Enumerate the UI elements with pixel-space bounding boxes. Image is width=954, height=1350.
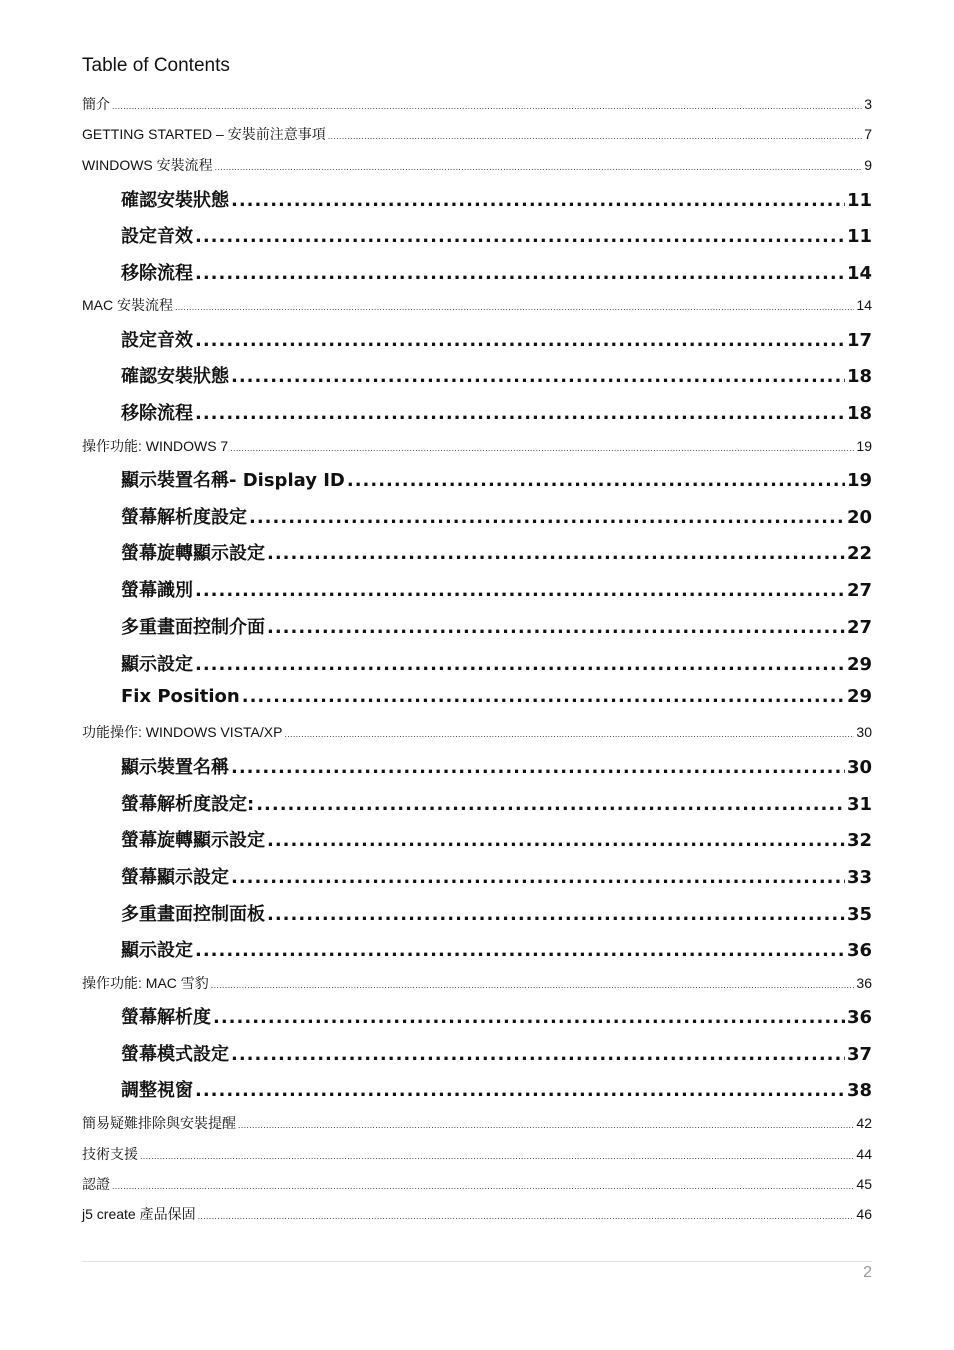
toc-entry[interactable] xyxy=(121,326,872,352)
toc-entry[interactable] xyxy=(121,362,872,388)
toc-entry[interactable] xyxy=(121,790,872,816)
toc-entry[interactable] xyxy=(121,900,872,926)
toc-entry-page: 7 xyxy=(864,126,872,142)
toc-entry-page: 31 xyxy=(846,794,872,815)
toc-entry-label: MAC 安裝流程 xyxy=(82,297,173,313)
toc-entry[interactable] xyxy=(82,436,872,456)
toc-leader-dots xyxy=(267,543,845,564)
toc-entry[interactable] xyxy=(82,722,872,742)
toc-leader-dots xyxy=(175,302,854,312)
toc-leader-dots xyxy=(195,330,845,351)
toc-entry[interactable] xyxy=(121,650,872,676)
toc-entry[interactable] xyxy=(82,1174,872,1194)
toc-entry-label: 移除流程 xyxy=(121,263,193,284)
toc-entry[interactable] xyxy=(121,1040,872,1066)
toc-entry[interactable] xyxy=(121,222,872,248)
toc-leader-dots xyxy=(211,980,855,990)
toc-entry-label: 螢幕解析度設定: xyxy=(121,794,255,815)
toc-entry-page: 32 xyxy=(846,830,872,851)
toc-leader-dots xyxy=(195,940,845,961)
toc-entry-page: 17 xyxy=(846,330,872,351)
toc-leader-dots xyxy=(267,830,845,851)
page-number: 2 xyxy=(863,1264,872,1281)
toc-entry-label: 確認安裝狀態 xyxy=(121,366,229,387)
toc-entry[interactable] xyxy=(121,613,872,639)
toc-entry-label: 操作功能: MAC 雪豹 xyxy=(82,975,209,991)
toc-entry-label: GETTING STARTED – 安裝前注意事項 xyxy=(82,126,326,142)
toc-leader-dots xyxy=(267,617,845,638)
toc-entry-label: 技術支援 xyxy=(82,1146,138,1162)
toc-leader-dots xyxy=(267,904,845,925)
toc-entry-page: 33 xyxy=(846,867,872,888)
toc-leader-dots xyxy=(198,1211,855,1221)
toc-entry[interactable] xyxy=(82,1204,872,1224)
toc-entry[interactable] xyxy=(82,1113,872,1133)
toc-entry-page: 38 xyxy=(846,1080,872,1101)
toc-leader-dots xyxy=(195,263,845,284)
toc-entry[interactable] xyxy=(121,1076,872,1102)
toc-entry-page: 36 xyxy=(846,940,872,961)
toc-entry-label: 確認安裝狀態 xyxy=(121,190,229,211)
toc-entry-label: 螢幕識別 xyxy=(121,580,193,601)
toc-entry-label: 功能操作: WINDOWS VISTA/XP xyxy=(82,724,283,740)
toc-entry-label: 移除流程 xyxy=(121,403,193,424)
toc-leader-dots xyxy=(195,654,845,675)
toc-entry[interactable] xyxy=(121,753,872,779)
toc-entry[interactable] xyxy=(121,503,872,529)
toc-leader-dots xyxy=(140,1151,854,1161)
toc-leader-dots xyxy=(195,226,845,247)
toc-entry[interactable] xyxy=(82,1144,872,1164)
toc-entry-page: 22 xyxy=(846,543,872,564)
toc-entry-label: 螢幕顯示設定 xyxy=(121,867,229,888)
toc-entry-label: 簡介 xyxy=(82,96,110,112)
toc-entry[interactable] xyxy=(121,936,872,962)
toc-entry-page: 44 xyxy=(856,1146,872,1162)
toc-entry-page: 29 xyxy=(846,654,872,675)
toc-leader-dots xyxy=(328,131,862,141)
toc-entry-label: 設定音效 xyxy=(121,330,193,351)
toc-leader-dots xyxy=(195,580,845,601)
toc-entry-page: 14 xyxy=(856,297,872,313)
toc-entry-label: 螢幕解析度 xyxy=(121,1007,211,1028)
toc-entry-page: 42 xyxy=(856,1115,872,1131)
toc-leader-dots xyxy=(284,729,854,739)
toc-leader-dots xyxy=(215,162,863,172)
toc-title: Table of Contents xyxy=(82,55,230,76)
toc-entry-page: 30 xyxy=(846,757,872,778)
toc-leader-dots xyxy=(230,443,854,453)
toc-leader-dots xyxy=(231,366,845,387)
toc-entry-label: 設定音效 xyxy=(121,226,193,247)
toc-entry-label: Fix Position xyxy=(121,686,240,707)
toc-entry-label: 簡易疑難排除與安裝提醒 xyxy=(82,1115,236,1131)
toc-entry-label: j5 create 產品保固 xyxy=(82,1206,196,1222)
toc-entry-page: 3 xyxy=(864,96,872,112)
toc-leader-dots xyxy=(347,470,845,491)
toc-entry-page: 9 xyxy=(864,157,872,173)
toc-entry-label: 顯示設定 xyxy=(121,940,193,961)
toc-entry-page: 18 xyxy=(846,366,872,387)
toc-entry-page: 36 xyxy=(856,975,872,991)
toc-entry[interactable] xyxy=(82,973,872,993)
toc-entry-label: 顯示裝置名稱- Display ID xyxy=(121,470,345,491)
toc-entry-page: 46 xyxy=(856,1206,872,1222)
toc-leader-dots xyxy=(195,403,845,424)
toc-entry[interactable] xyxy=(121,186,872,212)
toc-leader-dots xyxy=(242,686,845,707)
toc-entry-page: 14 xyxy=(846,263,872,284)
toc-entry-label: 螢幕旋轉顯示設定 xyxy=(121,543,265,564)
toc-entry-page: 27 xyxy=(846,580,872,601)
toc-entry-page: 29 xyxy=(846,686,872,707)
toc-entry[interactable] xyxy=(121,576,872,602)
toc-entry-label: 操作功能: WINDOWS 7 xyxy=(82,438,229,454)
toc-entry-page: 19 xyxy=(846,470,872,491)
toc-entry[interactable] xyxy=(121,466,872,492)
toc-entry-label: 多重畫面控制面板 xyxy=(121,904,265,925)
toc-entry[interactable] xyxy=(82,124,872,144)
toc-entry-page: 35 xyxy=(846,904,872,925)
toc-leader-dots xyxy=(213,1007,845,1028)
toc-entry-label: 顯示裝置名稱 xyxy=(121,757,229,778)
toc-entry-page: 37 xyxy=(846,1044,872,1065)
toc-entry-page: 11 xyxy=(846,226,872,247)
toc-entry[interactable] xyxy=(121,826,872,852)
toc-entry-label: 螢幕模式設定 xyxy=(121,1044,229,1065)
toc-leader-dots xyxy=(195,1080,845,1101)
toc-entry[interactable] xyxy=(82,155,872,175)
footer-divider xyxy=(82,1261,872,1262)
toc-entry-label: WINDOWS 安裝流程 xyxy=(82,157,213,173)
toc-leader-dots xyxy=(256,794,845,815)
toc-entry-page: 19 xyxy=(856,438,872,454)
toc-entry-page: 20 xyxy=(846,507,872,528)
toc-entry-page: 36 xyxy=(846,1007,872,1028)
toc-entry[interactable] xyxy=(121,1003,872,1029)
toc-entry-page: 30 xyxy=(856,724,872,740)
toc-leader-dots xyxy=(231,757,845,778)
toc-entry[interactable] xyxy=(121,863,872,889)
toc-entry[interactable] xyxy=(121,539,872,565)
toc-entry-label: 調整視窗 xyxy=(121,1080,193,1101)
toc-leader-dots xyxy=(231,867,845,888)
toc-leader-dots xyxy=(231,190,845,211)
toc-entry[interactable] xyxy=(121,259,872,285)
toc-leader-dots xyxy=(238,1120,854,1130)
toc-entry-label: 多重畫面控制介面 xyxy=(121,617,265,638)
toc-leader-dots xyxy=(112,101,862,111)
toc-entry-page: 18 xyxy=(846,403,872,424)
toc-entry-page: 45 xyxy=(856,1176,872,1192)
toc-entry[interactable] xyxy=(82,94,872,114)
toc-leader-dots xyxy=(112,1181,854,1191)
toc-leader-dots xyxy=(249,507,845,528)
toc-entry-page: 27 xyxy=(846,617,872,638)
toc-entry[interactable] xyxy=(121,686,872,707)
toc-entry-label: 認證 xyxy=(82,1176,110,1192)
toc-entry[interactable] xyxy=(82,295,872,315)
toc-entry-label: 螢幕旋轉顯示設定 xyxy=(121,830,265,851)
toc-leader-dots xyxy=(231,1044,845,1065)
toc-entry-label: 螢幕解析度設定 xyxy=(121,507,247,528)
toc-entry-page: 11 xyxy=(846,190,872,211)
toc-entry-label: 顯示設定 xyxy=(121,654,193,675)
toc-entry[interactable] xyxy=(121,399,872,425)
